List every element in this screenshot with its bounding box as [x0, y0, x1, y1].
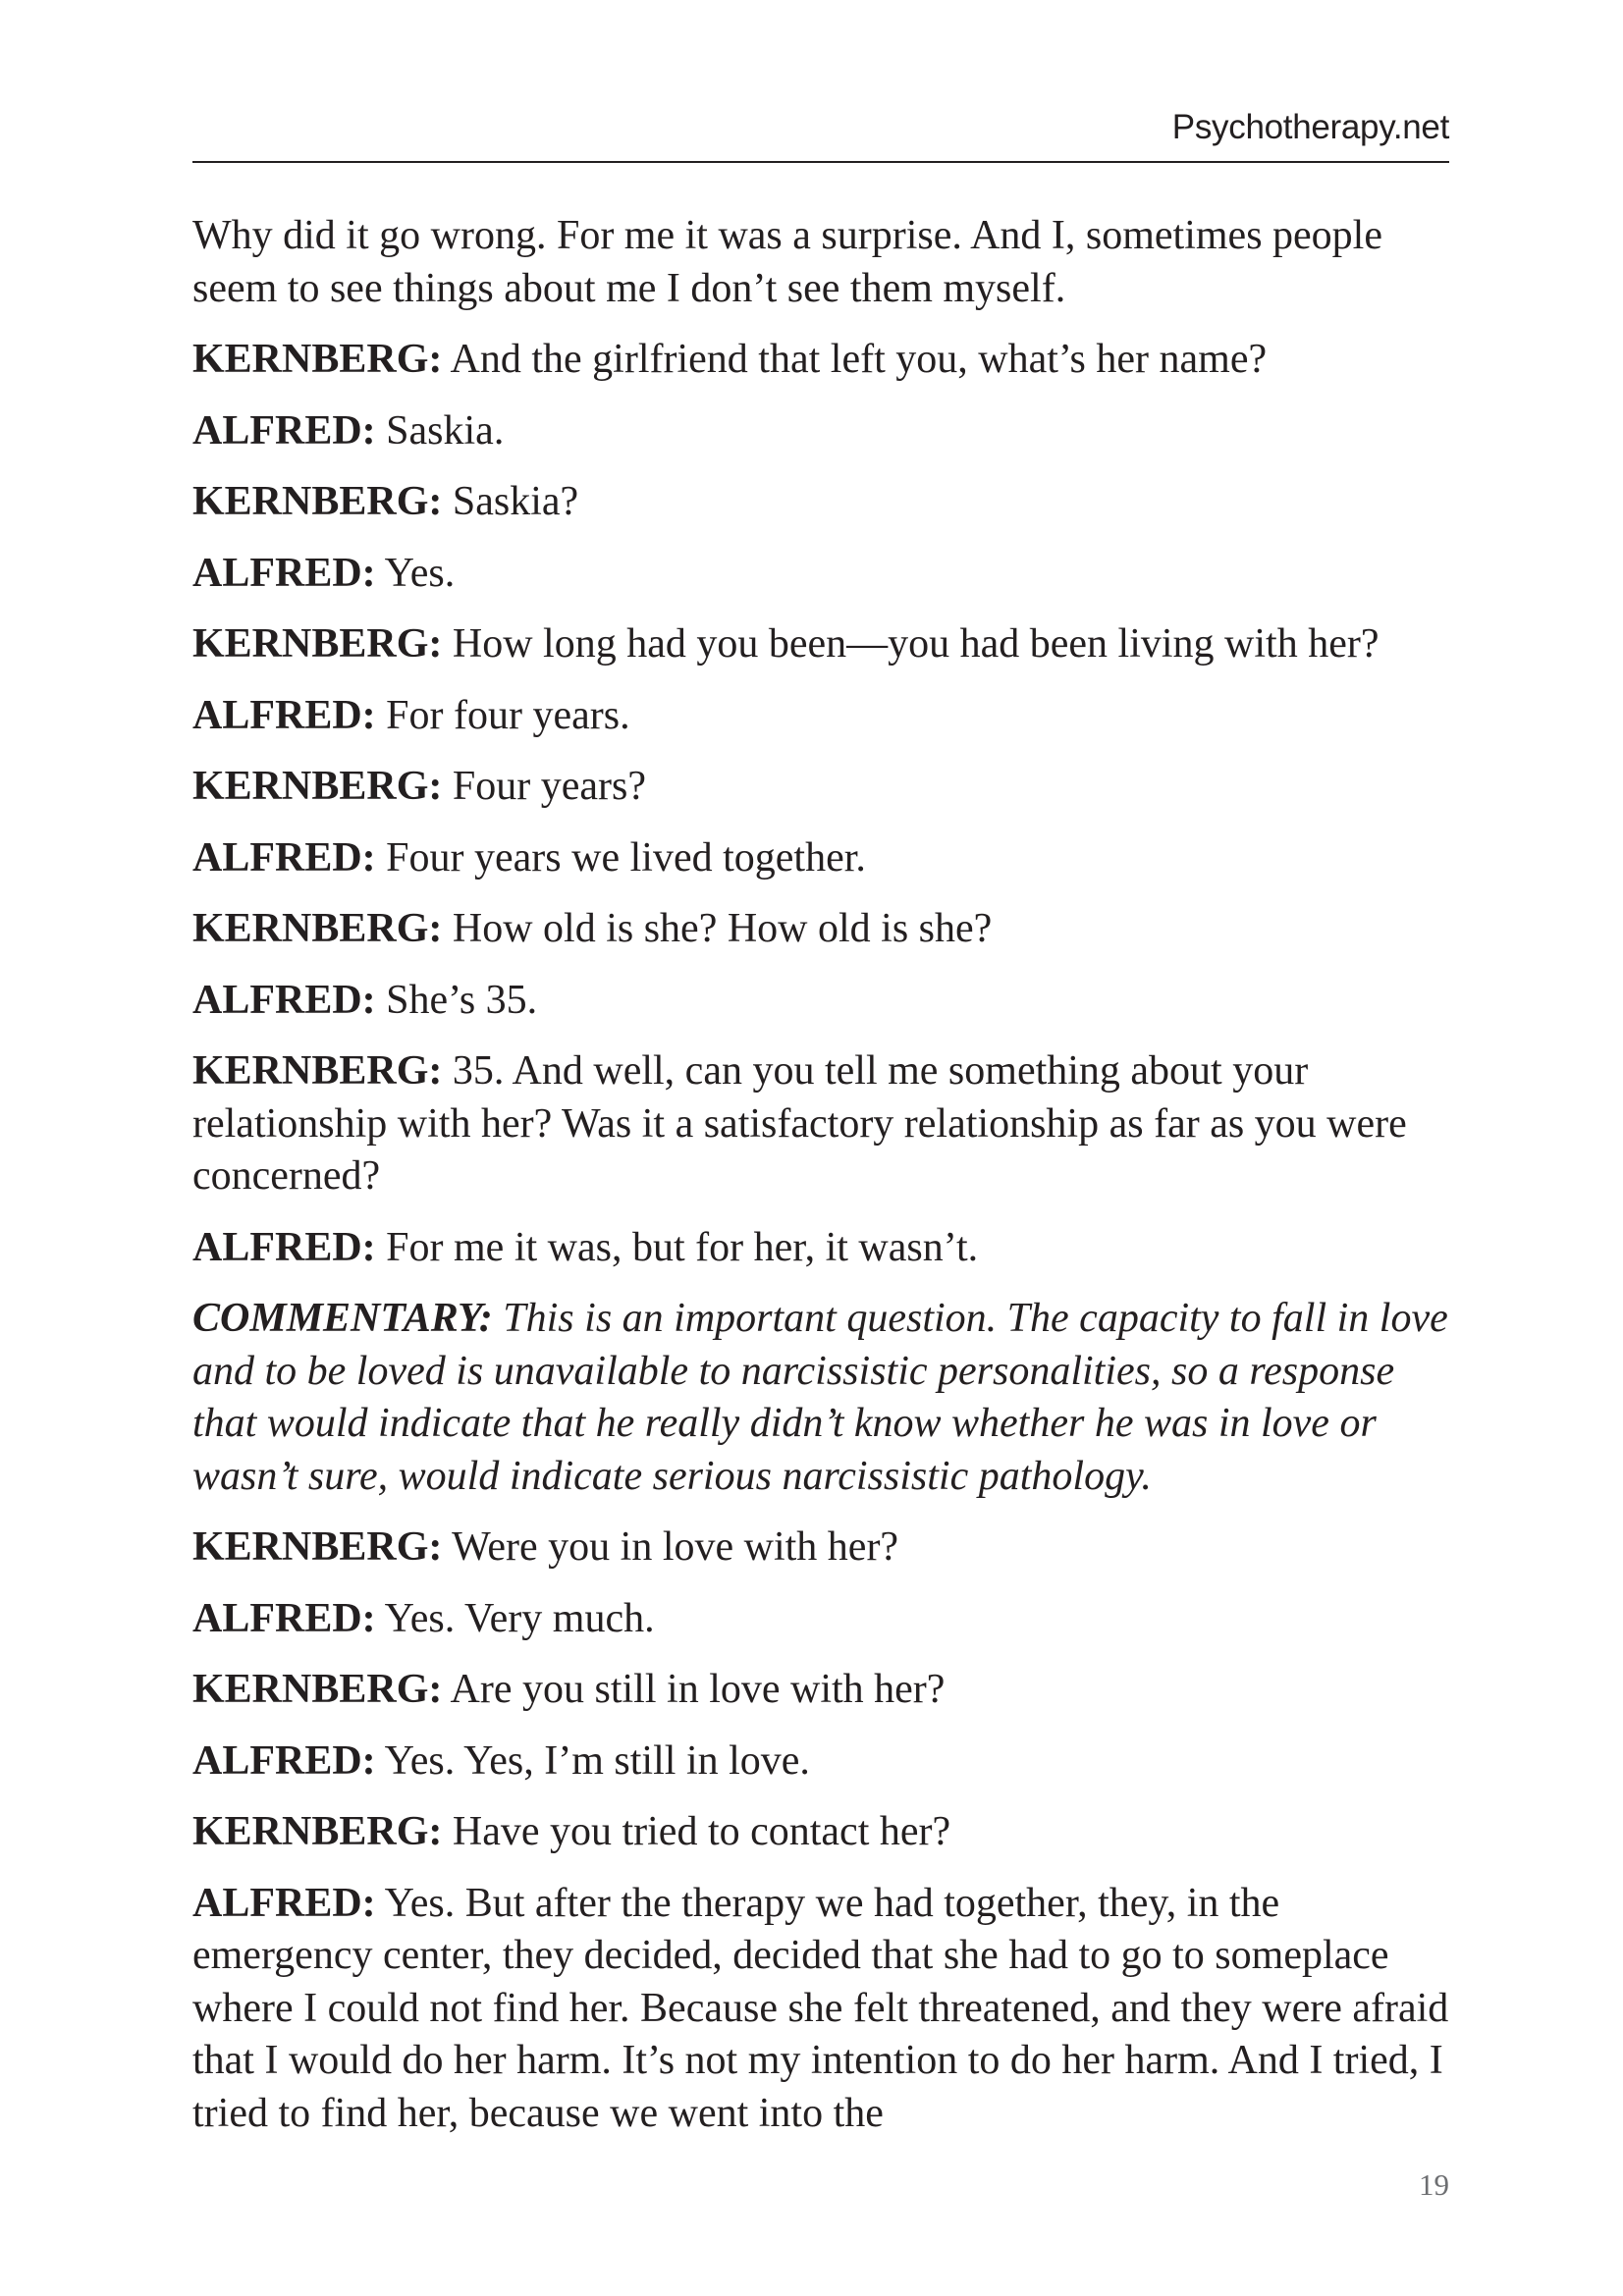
- paragraph-text: Yes.: [375, 550, 456, 596]
- paragraph-text: Four years?: [442, 764, 646, 809]
- transcript-paragraph: [192, 690, 1453, 743]
- transcript-paragraph: [192, 975, 1453, 1028]
- running-head: Psychotherapy.net: [1171, 108, 1449, 146]
- speaker-label: KERNBERG:: [192, 1524, 443, 1570]
- speaker-label: KERNBERG:: [192, 1048, 443, 1094]
- paragraph-text: Saskia.: [375, 407, 505, 454]
- transcript-paragraph: [192, 1735, 1453, 1789]
- speaker-label: ALFRED:: [192, 1224, 376, 1270]
- transcript-paragraph: [192, 210, 1453, 315]
- paragraph-text: 35. And well, can you tell me something about your relationship with her? Was it a satisfactory relationship as far as you were concerned?: [192, 1048, 1407, 1199]
- speaker-label: ALFRED:: [192, 1880, 376, 1926]
- speaker-label: KERNBERG:: [192, 1809, 443, 1854]
- page-number: 19: [1419, 2167, 1449, 2202]
- transcript-paragraph: [192, 1664, 1453, 1717]
- paragraph-text: How long had you been—you had been living with her?: [442, 621, 1380, 667]
- paragraph-text: Have you tried to contact her?: [442, 1809, 951, 1854]
- transcript-paragraph: [192, 761, 1453, 814]
- paragraph-text: Were you in love with her?: [442, 1524, 899, 1570]
- commentary-label: COMMENTARY:: [192, 1296, 493, 1341]
- paragraph-text: Are you still in love with her?: [442, 1667, 946, 1712]
- transcript-paragraph: [192, 548, 1453, 601]
- speaker-label: KERNBERG:: [192, 906, 443, 951]
- transcript-paragraph: [192, 618, 1453, 671]
- paragraph-text: For four years.: [375, 692, 630, 738]
- speaker-label: KERNBERG:: [192, 337, 443, 382]
- speaker-label: KERNBERG:: [192, 621, 443, 667]
- transcript-paragraph: [192, 334, 1453, 387]
- speaker-label: KERNBERG:: [192, 479, 443, 524]
- transcript-paragraph: [192, 1593, 1453, 1646]
- paragraph-text: Yes. Yes, I’m still in love.: [375, 1737, 810, 1784]
- speaker-label: ALFRED:: [192, 977, 376, 1023]
- transcript-body: [192, 210, 1453, 2159]
- transcript-paragraph: [192, 1806, 1453, 1859]
- paragraph-text: Saskia?: [442, 479, 579, 524]
- paragraph-text: She’s 35.: [375, 977, 538, 1023]
- speaker-label: KERNBERG:: [192, 764, 443, 809]
- transcript-paragraph: [192, 832, 1453, 885]
- speaker-label: ALFRED:: [192, 550, 376, 596]
- speaker-label: ALFRED:: [192, 1595, 376, 1641]
- speaker-label: ALFRED:: [192, 407, 376, 454]
- speaker-label: ALFRED:: [192, 692, 376, 738]
- transcript-paragraph: [192, 1222, 1453, 1275]
- transcript-paragraph: [192, 405, 1453, 458]
- paragraph-text: Why did it go wrong. For me it was a surprise. And I, sometimes people seem to see things about me I don’t see them myself.: [192, 213, 1382, 311]
- speaker-label: ALFRED:: [192, 834, 376, 881]
- commentary-paragraph: [192, 1293, 1453, 1503]
- paragraph-text: Four years we lived together.: [375, 834, 866, 881]
- speaker-label: KERNBERG:: [192, 1667, 443, 1712]
- transcript-paragraph: [192, 476, 1453, 529]
- paragraph-text: Yes. Very much.: [375, 1595, 655, 1641]
- transcript-paragraph: [192, 1045, 1453, 1203]
- paragraph-text: For me it was, but for her, it wasn’t.: [375, 1224, 979, 1270]
- paragraph-text: And the girlfriend that left you, what’s her name?: [442, 337, 1268, 382]
- page-header: [192, 106, 1449, 163]
- paragraph-text: How old is she? How old is she?: [442, 906, 993, 951]
- transcript-paragraph: [192, 903, 1453, 956]
- paragraph-text: Yes. But after the therapy we had together, they, in the emergency center, they decided, decided that she had to go to someplace where I could not find her. Because she felt threatened, and they were afraid that I would do her harm. It’s not my intention to do her harm. And I tried, I tried to find her, because we went into the: [192, 1880, 1449, 2136]
- paragraph-text: This is an important question. The capacity to fall in love and to be loved is unavailable to narcissistic personalities, so a response that would indicate that he really didn’t know whether he was in love or wasn’t sure, would indicate serious narcissistic pathology.: [192, 1296, 1448, 1499]
- speaker-label: ALFRED:: [192, 1737, 376, 1784]
- transcript-paragraph: [192, 1522, 1453, 1575]
- transcript-paragraph: [192, 1878, 1453, 2141]
